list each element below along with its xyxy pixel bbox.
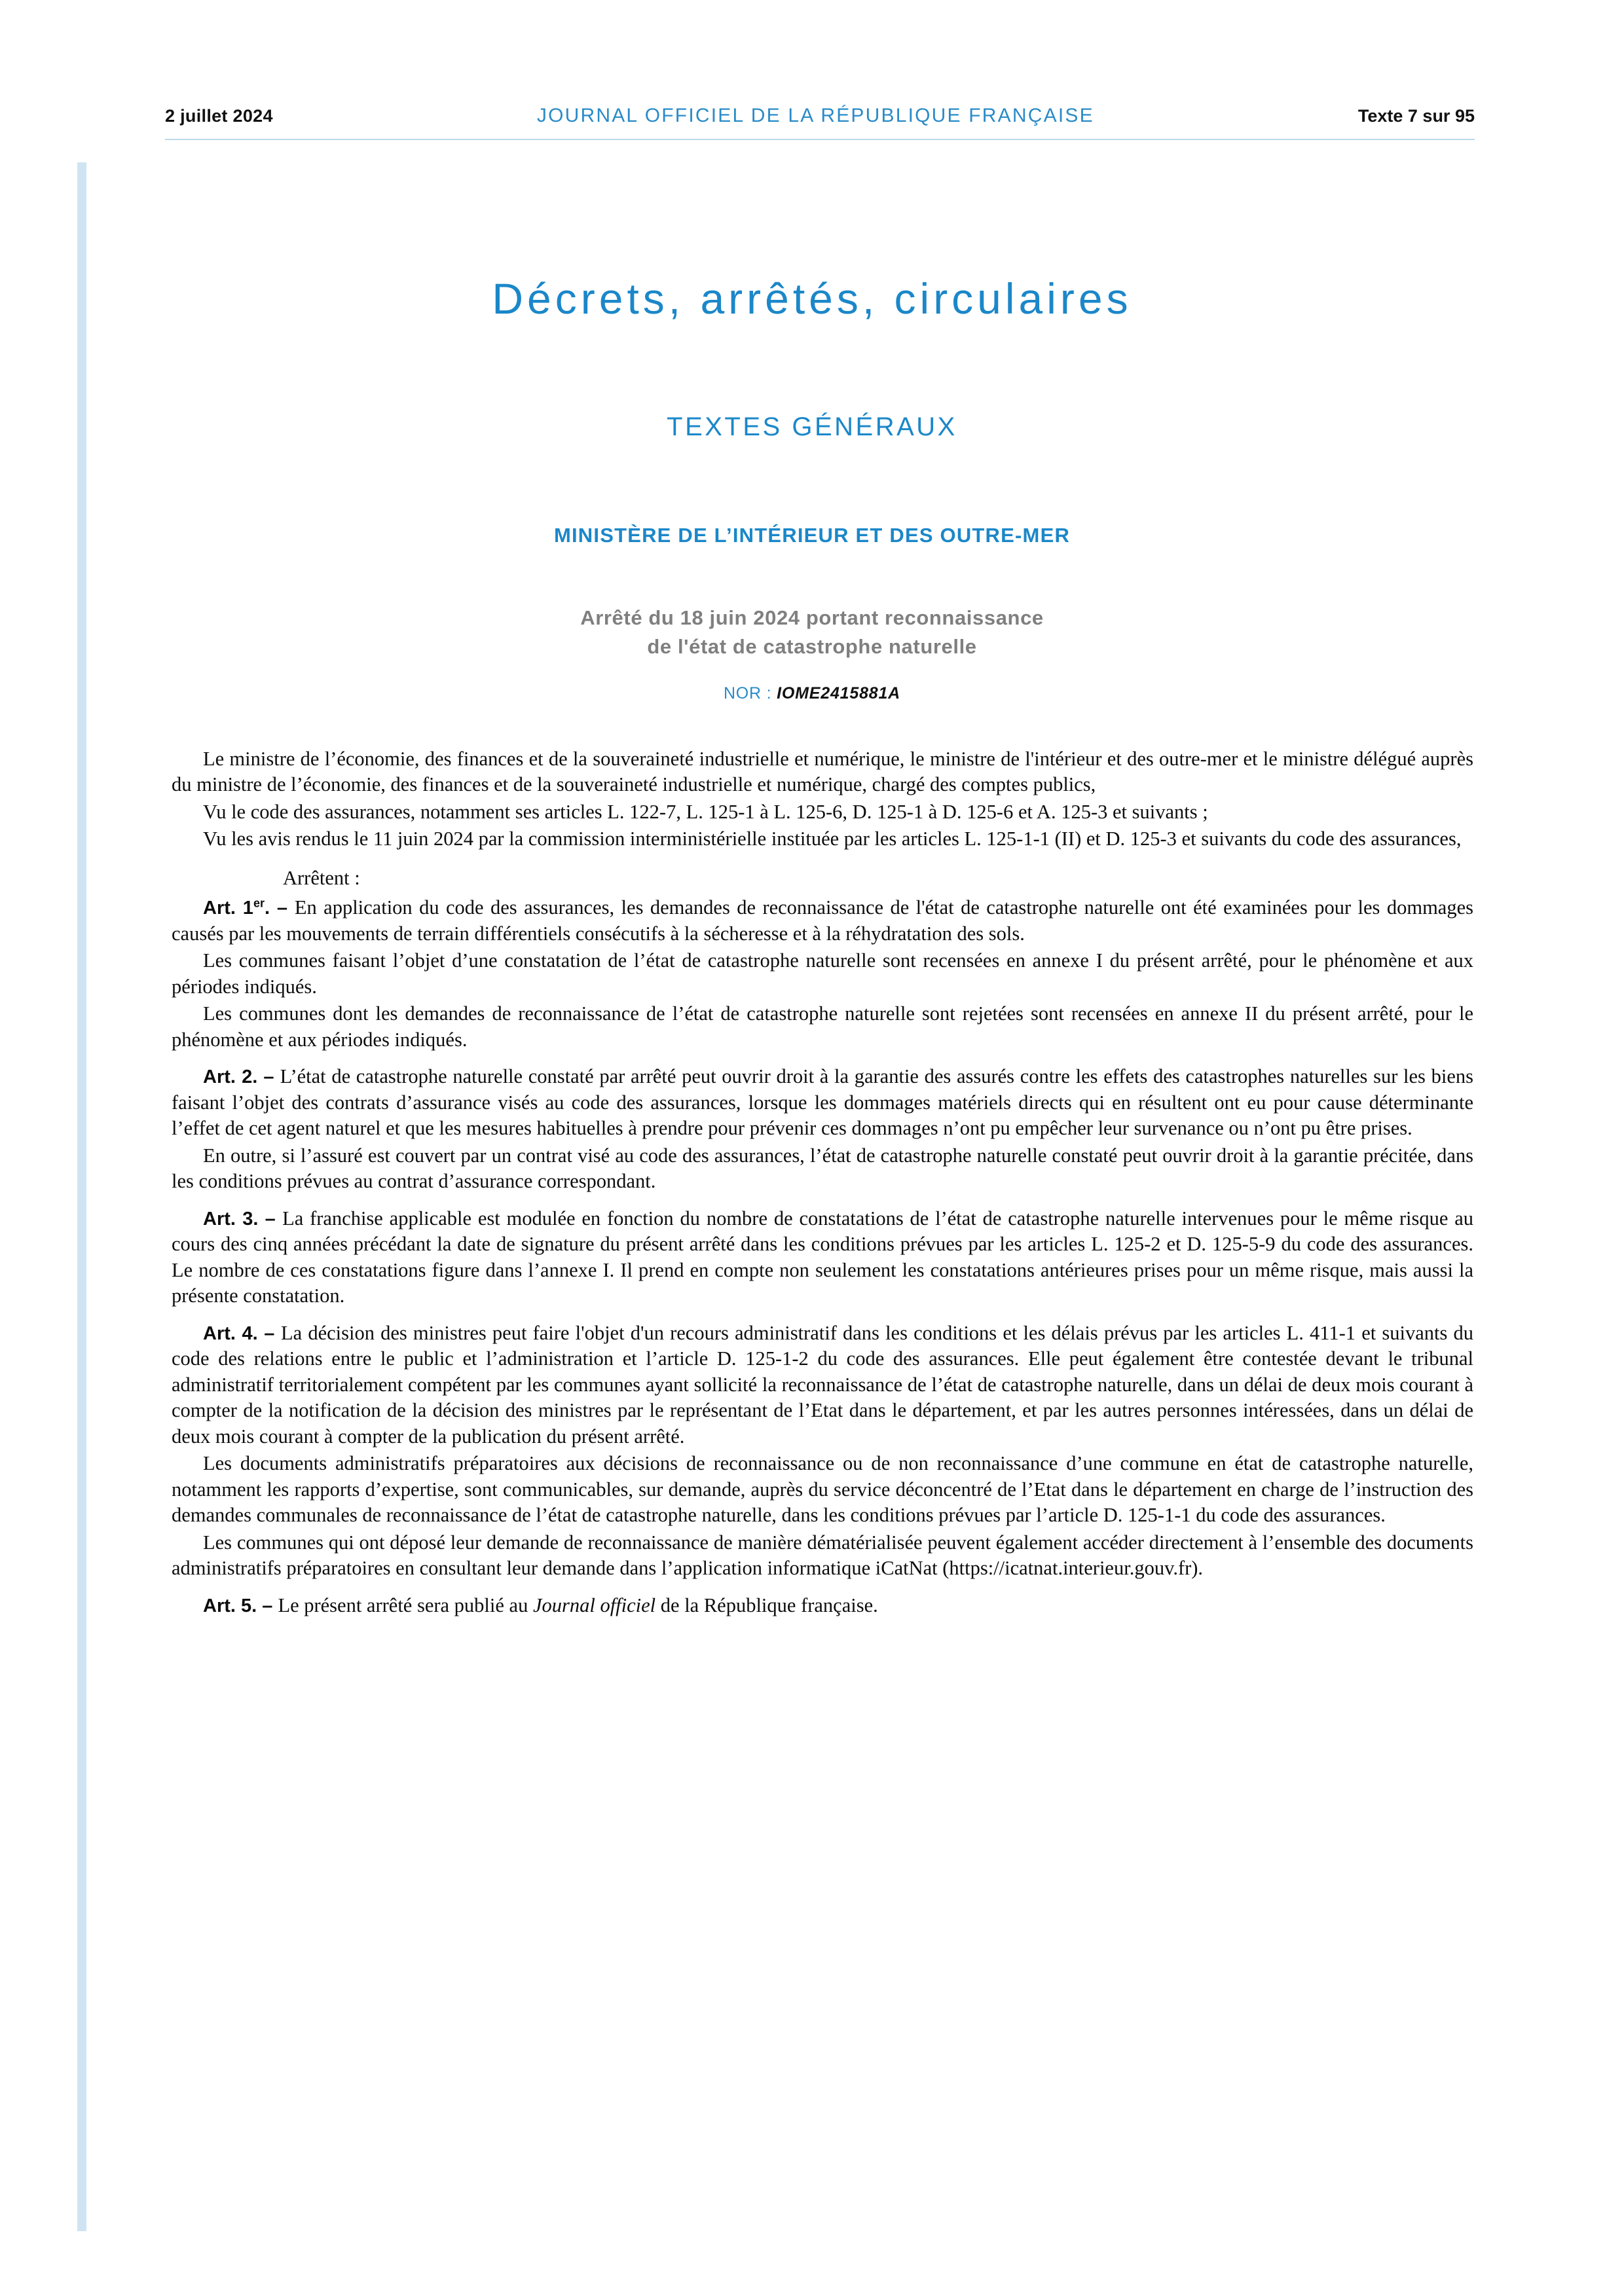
article-2-text: L’état de catastrophe naturelle constaté par arrêté peut ouvrir droit à la garantie des assurés contre les effets des catastrophes naturelles sur les biens faisant l’objet des contrats d’assurance visés au code des assurances, lorsque les dommages matériels directs qui en résultent ont eu pour cause déterminante l’effet de cet agent naturel et que les mesures habituelles à prendre pour prévenir ces dommages n’ont pu empêcher leur survenance ou n’ont pu être prises. [172,1065,1473,1140]
decree-title [0,604,1624,661]
article-1-paragraph-3: Les communes dont les demandes de reconnaissance de l’état de catastrophe naturelle sont rejetées sont recensées en annexe II du présent arrêté, pour le phénomène et aux périodes indiqués. [172,1002,1473,1051]
article-4-paragraph-2: Les documents administratifs préparatoires aux décisions de reconnaissance ou de non reconnaissance d’une commune en état de catastrophe naturelle, notamment les rapports d’expertise, sont communicables, sur demande, auprès du service déconcentré de l’Etat dans le département en charge de l’instruction des demandes communales de reconnaissance de l’état de catastrophe naturelle, dans les conditions prévues par l’article D. 125-1-1 du code des assurances. [172,1452,1473,1527]
decree-title-line2: de l'état de catastrophe naturelle [647,635,977,659]
page-title: Décrets, arrêtés, circulaires [492,274,1132,323]
article-1 [172,895,1473,947]
article-5-label: Art. 5. – [203,1595,278,1616]
decree-title-line1: Arrêté du 18 juin 2024 portant reconnaissance [580,606,1044,629]
section-title: TEXTES GÉNÉRAUX [667,412,957,441]
article-3-label: Art. 3. – [203,1208,283,1230]
article-1-superscript: er [253,896,265,910]
article-1-label: Art. 1er. – [203,896,295,919]
article-4 [172,1321,1473,1449]
article-3 [172,1206,1473,1309]
header-divider [165,139,1475,140]
paragraph-vu-1: Vu le code des assurances, notamment ses articles L. 122-7, L. 125-1 à L. 125-6, D. 125-1 à D. 125-6 et A. 125-3 et suivants ; [203,800,1208,823]
article-2 [172,1064,1473,1142]
nor-label: NOR : [723,684,772,702]
article-3-text: La franchise applicable est modulée en fonction du nombre de constatations de l’état de catastrophe naturelle intervenues pour le même risque au cours des cinq années précédant la date de signature du présent arrêté dans les conditions prévues par les articles L. 125-2 et D. 125-5-9 du code des assurances. Le nombre de ces constatations figure dans l’annexe I. Il prend en compte non seulement les constatations antérieures prises pour un même risque, mais aussi la présente constatation. [172,1207,1473,1307]
article-4-paragraph-3: Les communes qui ont déposé leur demande de reconnaissance de manière dématérialisée peuvent également accéder directement à l’ensemble des documents administratifs préparatoires en consultant leur demande dans l’application informatique iCatNat (https://icatnat.interieur.gouv.fr). [172,1531,1473,1580]
article-2-label: Art. 2. – [203,1066,280,1088]
article-5-italic: Journal officiel [532,1594,656,1616]
article-4-text: La décision des ministres peut faire l'objet d'un recours administratif dans les conditions et les délais prévus par les articles L. 411-1 et suivants du code des relations entre le public et l’administration et l’article D. 125-1-2 du code des assurances. Elle peut également être contestée devant le tribunal administratif territorialement compétent par les communes ayant sollicité la reconnaissance de l’état de catastrophe naturelle, dans un délai de deux mois courant à compter de la notification de la décision des ministres par le représentant de l’Etat dans le département, et par les autres personnes intéressées, dans un délai de deux mois courant à compter de la publication du présent arrêté. [172,1321,1473,1448]
header-journal-title: JOURNAL OFFICIEL DE LA RÉPUBLIQUE FRANÇAISE [536,105,1094,126]
paragraph-arretent: Arrêtent : [283,866,360,889]
article-5-text-a: Le présent arrêté sera publié au [278,1594,533,1616]
header-text-reference: Texte 7 sur 95 [1357,106,1475,126]
left-margin-bar [77,162,86,2231]
header-date: 2 juillet 2024 [165,106,273,126]
paragraph-vu-2: Vu les avis rendus le 11 juin 2024 par la commission interministérielle instituée par les articles L. 125-1-1 (II) et D. 125-3 et suivants du code des assurances, [203,828,1462,850]
article-4-label: Art. 4. – [203,1322,282,1344]
nor-value: IOME2415881A [777,684,901,702]
article-5-text-b: de la République française. [655,1594,878,1616]
article-2-paragraph-2: En outre, si l’assuré est couvert par un contrat visé au code des assurances, l’état de catastrophe naturelle constaté peut ouvrir droit à la garantie précitée, dans les conditions prévues au contrat d’assurance correspondant. [172,1144,1473,1193]
page-header [165,105,1475,127]
article-1-text: En application du code des assurances, les demandes de reconnaissance de l'état de catastrophe naturelle ont été examinées pour les dommages causés par les mouvements de terrain différentiels consécutifs à la sécheresse et à la réhydratation des sols. [172,896,1473,945]
document-body [172,746,1473,1620]
paragraph-intro: Le ministre de l’économie, des finances et de la souveraineté industrielle et numérique, le ministre de l'intérieur et des outre-mer et le ministre délégué auprès du ministre de l’économie, des finances et de la souveraineté industrielle et numérique, chargé des comptes publics, [172,748,1473,796]
ministry-title: MINISTÈRE DE L’INTÉRIEUR ET DES OUTRE-MER [553,524,1071,547]
article-5 [172,1593,1473,1619]
article-1-paragraph-2: Les communes faisant l’objet d’une constatation de l’état de catastrophe naturelle sont recensées en annexe I du présent arrêté, pour le phénomène et aux périodes indiqués. [172,949,1473,998]
nor-line [0,684,1624,703]
